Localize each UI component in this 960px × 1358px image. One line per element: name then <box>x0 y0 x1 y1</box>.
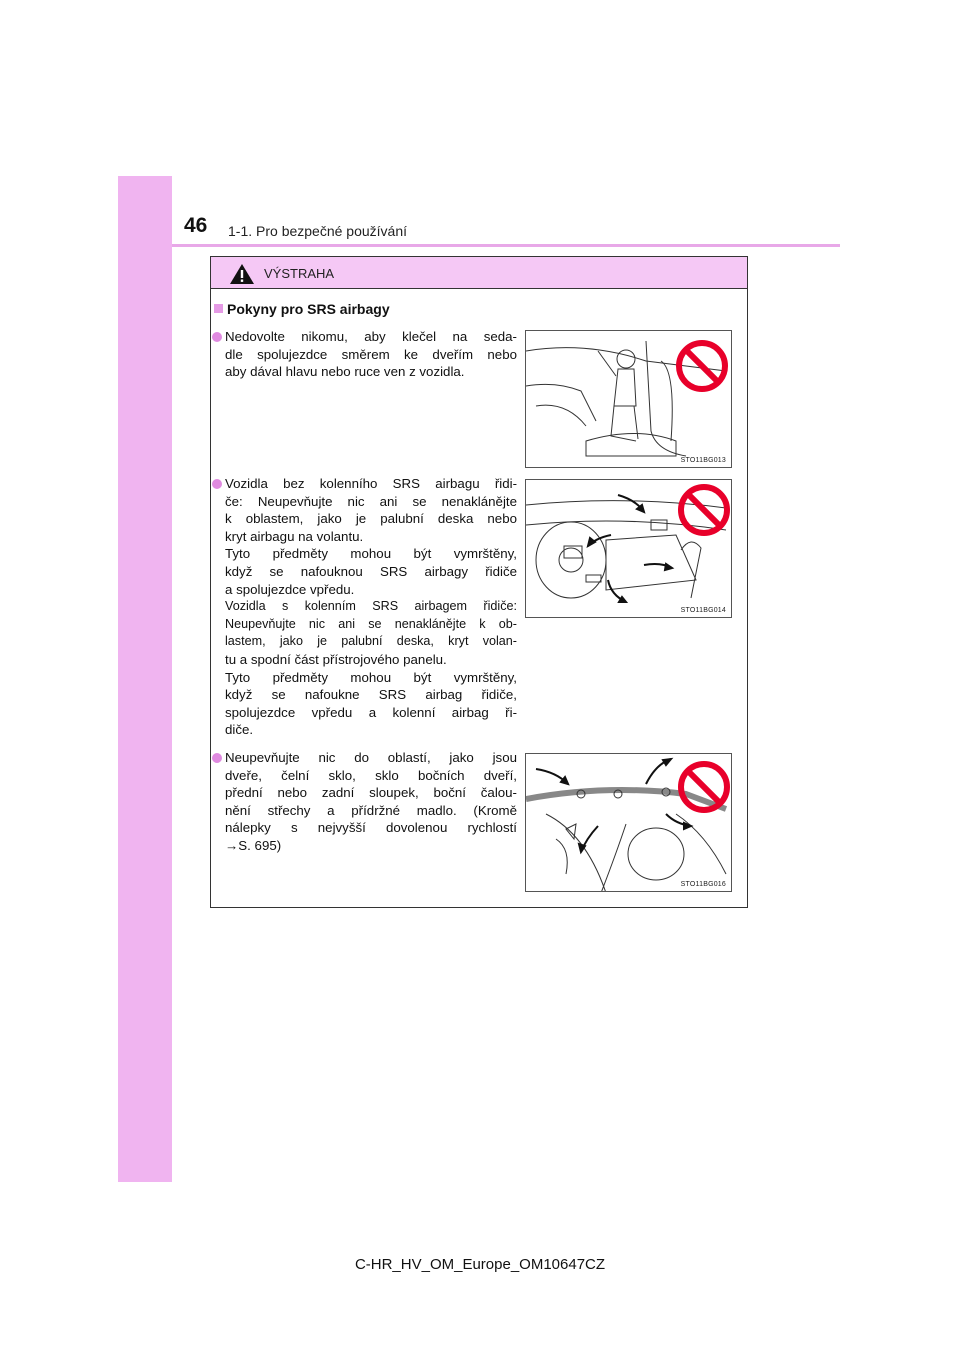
figure-code: STO11BG016 <box>680 881 726 888</box>
instruction-item-2 <box>225 475 517 739</box>
chapter-title: 1-1. Pro bezpečné používání <box>228 223 408 239</box>
text-line: aby dával hlavu nebo ruce ven z vozidla. <box>225 364 465 380</box>
warning-triangle-icon <box>229 263 255 285</box>
text-line: když se nafouknou SRS airbagy řidiče <box>225 563 517 579</box>
text-line: spolujezdce vpředu a kolenní airbag ři- <box>225 704 517 720</box>
text-line: Tyto předměty mohou být vymrštěny, <box>225 546 517 562</box>
warning-title: VÝSTRAHA <box>264 266 335 281</box>
text-line: nění střechy a přídržné madlo. (Kromě <box>225 802 517 818</box>
text-line: Vozidla s kolenním SRS airbagem řidiče: <box>225 599 517 614</box>
warning-header <box>211 257 747 289</box>
figure-code: STO11BG014 <box>680 607 726 614</box>
text-line: Vozidla bez kolenního SRS airbagu řidi- <box>225 476 517 491</box>
text-line: Tyto předměty mohou být vymrštěny, <box>225 669 517 685</box>
text-line: Nedovolte nikomu, aby klečel na seda- <box>225 329 517 344</box>
bullet-icon <box>212 753 222 763</box>
text-line: Neupevňujte nic ani se nenaklánějte k ob- <box>225 616 517 631</box>
figure-code: STO11BG013 <box>680 457 726 464</box>
section-heading <box>214 301 390 317</box>
text-line: →S. 695) <box>225 837 282 853</box>
document-code: C-HR_HV_OM_Europe_OM10647CZ <box>354 1256 606 1273</box>
instruction-item-1 <box>225 328 517 381</box>
side-accent-band <box>118 176 172 1182</box>
text-line: diče. <box>225 722 254 738</box>
text-line: a spolujezdce vpředu. <box>225 581 355 597</box>
text-line: če: Neupevňujte nic ani se nenaklánějte <box>225 493 517 509</box>
text-line: nálepky s nejvyšší dovolenou rychlostí <box>225 820 517 836</box>
text-line: dle spolujezdce směrem ke dveřím nebo <box>225 346 517 362</box>
bullet-icon <box>212 332 222 342</box>
figure-dashboard-objects <box>525 479 732 618</box>
figure-kneeling-passenger <box>525 330 732 468</box>
bullet-icon <box>212 479 222 489</box>
dashboard-objects-illustration <box>526 480 732 618</box>
interior-areas-illustration <box>526 754 732 892</box>
page-number: 46 <box>184 214 208 237</box>
prohibited-sign-icon <box>681 487 727 533</box>
header-rule <box>172 244 840 247</box>
text-line: dveře, čelní sklo, sklo bočních dveří, <box>225 767 517 783</box>
section-heading-text: Pokyny pro SRS airbagy <box>227 301 390 317</box>
text-line: přední nebo zadní sloupek, boční čalou- <box>225 785 517 801</box>
instruction-item-3 <box>225 749 517 855</box>
square-bullet-icon <box>214 304 223 313</box>
text-line: tu a spodní část přístrojového panelu. <box>225 651 447 667</box>
text-line: lastem, jako je palubní deska, kryt volan- <box>225 634 517 649</box>
text-line: k oblastem, jako je palubní deska nebo <box>225 511 517 527</box>
text-line: kryt airbagu na volantu. <box>225 528 364 544</box>
text-line: když se nafoukne SRS airbag řidiče, <box>225 687 517 703</box>
text-line: Neupevňujte nic do oblastí, jako jsou <box>225 750 517 765</box>
figure-interior-areas <box>525 753 732 892</box>
kneeling-passenger-illustration <box>526 331 732 468</box>
